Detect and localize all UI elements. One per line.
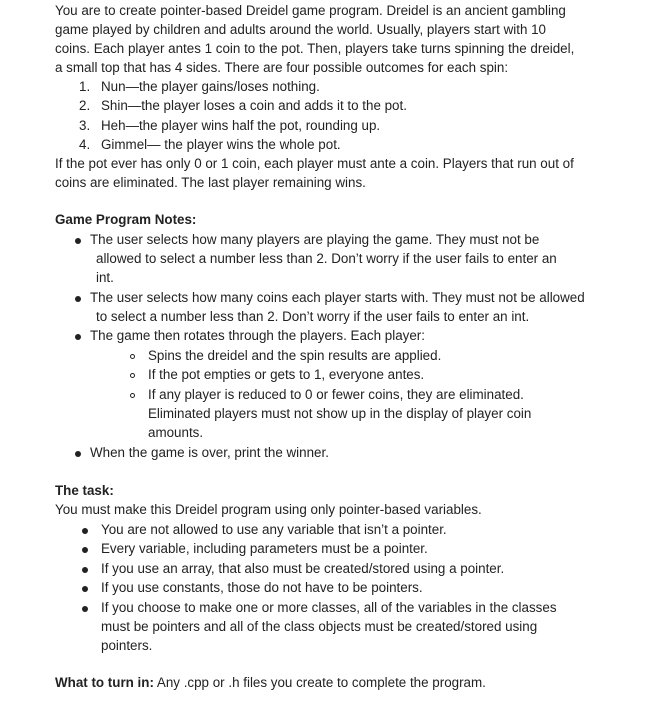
outcome-number: 3. xyxy=(79,118,91,133)
outcome-item xyxy=(79,96,407,115)
bullet-icon xyxy=(75,334,81,340)
outcome-item xyxy=(79,135,341,154)
outcome-number: 4. xyxy=(79,137,91,152)
bullet-icon xyxy=(82,567,88,573)
note-item-text: The game then rotates through the players. Each player: xyxy=(90,328,425,343)
intro-line: a small top that has 4 sides. There are four possible outcomes for each spin: xyxy=(55,60,509,75)
outcome-text: Gimmel— the player wins the whole pot. xyxy=(101,137,341,152)
sub-bullet-icon xyxy=(130,373,135,378)
bullet-icon xyxy=(82,528,88,534)
bullet-icon xyxy=(82,547,88,553)
notes-heading: Game Program Notes: xyxy=(55,212,197,227)
task-intro: You must make this Dreidel program using only pointer-based variables. xyxy=(55,502,482,517)
turn-in-label: What to turn in: xyxy=(55,675,154,690)
note-item-text: allowed to select a number less than 2. Don’t worry if the user fails to enter an xyxy=(96,251,557,266)
outcome-number: 1. xyxy=(79,79,91,94)
turn-in-line xyxy=(55,673,486,692)
task-item-text: must be pointers and all of the class objects must be created/stored using xyxy=(101,619,538,634)
sub-item-text: Spins the dreidel and the spin results are applied. xyxy=(148,348,442,363)
intro-line: You are to create pointer-based Dreidel game program. Dreidel is an ancient gambling xyxy=(55,3,566,18)
intro-line: game played by children and adults around the world. Usually, players start with 10 xyxy=(55,22,547,37)
sub-bullet-icon xyxy=(130,393,135,398)
task-item-text: pointers. xyxy=(101,638,153,653)
sub-item-text: Eliminated players must not show up in the display of player coin xyxy=(148,406,532,421)
outcome-item xyxy=(79,77,320,96)
bullet-icon xyxy=(75,238,81,244)
task-item-text: You are not allowed to use any variable that isn’t a pointer. xyxy=(101,522,447,537)
note-item-text: The user selects how many players are playing the game. They must not be xyxy=(90,232,540,247)
intro-line: coins. Each player antes 1 coin to the pot. Then, players take turns spinning the dreidel, xyxy=(55,41,575,56)
outcome-text: Heh—the player wins half the pot, rounding up. xyxy=(101,118,381,133)
turn-in-text: Any .cpp or .h files you create to complete the program. xyxy=(153,675,486,690)
bullet-icon xyxy=(82,606,88,612)
sub-item-text: If the pot empties or gets to 1, everyone antes. xyxy=(148,367,425,382)
bullet-icon xyxy=(75,451,81,457)
bullet-icon xyxy=(82,586,88,592)
outcome-number: 2. xyxy=(79,98,91,113)
closing-line: If the pot ever has only 0 or 1 coin, each player must ante a coin. Players that run out of xyxy=(55,156,574,171)
sub-bullet-icon xyxy=(130,354,135,359)
note-item-text: When the game is over, print the winner. xyxy=(90,445,329,460)
note-item-text: The user selects how many coins each player starts with. They must not be allowed xyxy=(90,290,585,305)
note-item-text: to select a number less than 2. Don’t worry if the user fails to enter an int. xyxy=(96,309,530,324)
outcome-text: Shin—the player loses a coin and adds it to the pot. xyxy=(101,98,407,113)
outcome-item xyxy=(79,116,380,135)
note-item-text: int. xyxy=(96,270,114,285)
task-item-text: If you use an array, that also must be created/stored using a pointer. xyxy=(101,561,505,576)
task-heading: The task: xyxy=(55,483,114,498)
sub-item-text: If any player is reduced to 0 or fewer coins, they are eliminated. xyxy=(148,387,524,402)
bullet-icon xyxy=(75,296,81,302)
task-item-text: Every variable, including parameters must be a pointer. xyxy=(101,541,428,556)
task-item-text: If you use constants, those do not have to be pointers. xyxy=(101,580,423,595)
outcome-text: Nun—the player gains/loses nothing. xyxy=(101,79,320,94)
task-item-text: If you choose to make one or more classes, all of the variables in the classes xyxy=(101,600,557,615)
closing-line: coins are eliminated. The last player remaining wins. xyxy=(55,175,366,190)
sub-item-text: amounts. xyxy=(148,425,204,440)
